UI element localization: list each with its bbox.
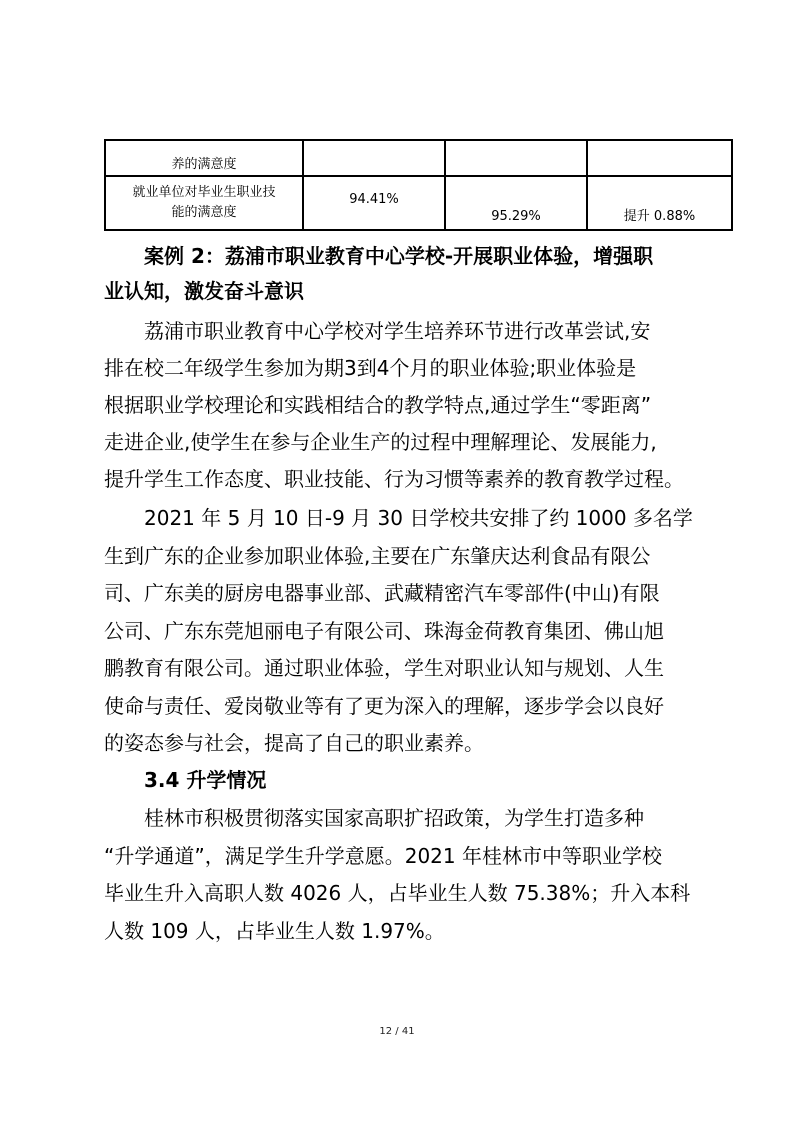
row-label xyxy=(105,176,303,230)
paragraph-line: 人数 109 人，占毕业生人数 1.97%。 xyxy=(104,919,445,943)
paragraph-line: 毕业生升入高职人数 4026 人，占毕业生人数 75.38%；升入本科 xyxy=(104,881,691,905)
cell-change xyxy=(587,140,732,176)
cell-2021 xyxy=(445,140,587,176)
case-heading-line: 案例 2：荔浦市职业教育中心学校-开展职业体验，增强职 xyxy=(144,244,654,268)
paragraph-line: 使命与责任、爱岗敬业等有了更为深入的理解，逐步学会以良好 xyxy=(104,694,664,718)
satisfaction-table xyxy=(104,139,733,231)
paragraph-line: 荔浦市职业教育中心学校对学生培养环节进行改革尝试,安 xyxy=(144,319,651,343)
row-label-line: 就业单位对毕业生职业技 xyxy=(132,185,276,200)
paragraph-line: 生到广东的企业参加职业体验,主要在广东肇庆达利食品有限公 xyxy=(104,544,651,568)
cell-change: 提升 0.88% xyxy=(587,176,732,230)
paragraph-line: “升学通道”，满足学生升学意愿。2021 年桂林市中等职业学校 xyxy=(104,844,662,868)
paragraph-line: 排在校二年级学生参加为期3到4个月的职业体验;职业体验是 xyxy=(104,356,637,380)
paragraph-line: 的姿态参与社会，提高了自己的职业素养。 xyxy=(104,731,484,755)
row-label xyxy=(105,140,303,176)
table-row xyxy=(105,176,732,230)
cell-2021: 95.29% xyxy=(445,176,587,230)
section-heading: 3.4 升学情况 xyxy=(144,768,267,792)
paragraph-line: 2021 年 5 月 10 日-9 月 30 日学校共安排了约 1000 多名学 xyxy=(144,506,693,530)
paragraph-line: 鹏教育有限公司。通过职业体验，学生对职业认知与规划、人生 xyxy=(104,656,664,680)
paragraph-line: 公司、广东东莞旭丽电子有限公司、珠海金荷教育集团、佛山旭 xyxy=(104,619,664,643)
row-label-text: 养的满意度 xyxy=(171,157,237,172)
case-heading-line: 业认知，激发奋斗意识 xyxy=(104,279,304,303)
cell-2020 xyxy=(303,140,445,176)
paragraph-line: 走进企业,使学生在参与企业生产的过程中理解理论、发展能力, xyxy=(104,430,657,454)
table-row xyxy=(105,140,732,176)
row-label-line: 能的满意度 xyxy=(171,205,237,220)
paragraph-line: 桂林市积极贯彻落实国家高职扩招政策，为学生打造多种 xyxy=(144,806,644,830)
paragraph-line: 司、广东美的厨房电器事业部、武藏精密汽车零部件(中山)有限 xyxy=(104,581,660,605)
cell-2020: 94.41% xyxy=(303,176,445,230)
page-number: 12 / 41 xyxy=(379,1026,415,1037)
paragraph-line: 提升学生工作态度、职业技能、行为习惯等素养的教育教学过程。 xyxy=(104,467,684,491)
paragraph-line: 根据职业学校理论和实践相结合的教学特点,通过学生“零距离” xyxy=(104,393,652,417)
